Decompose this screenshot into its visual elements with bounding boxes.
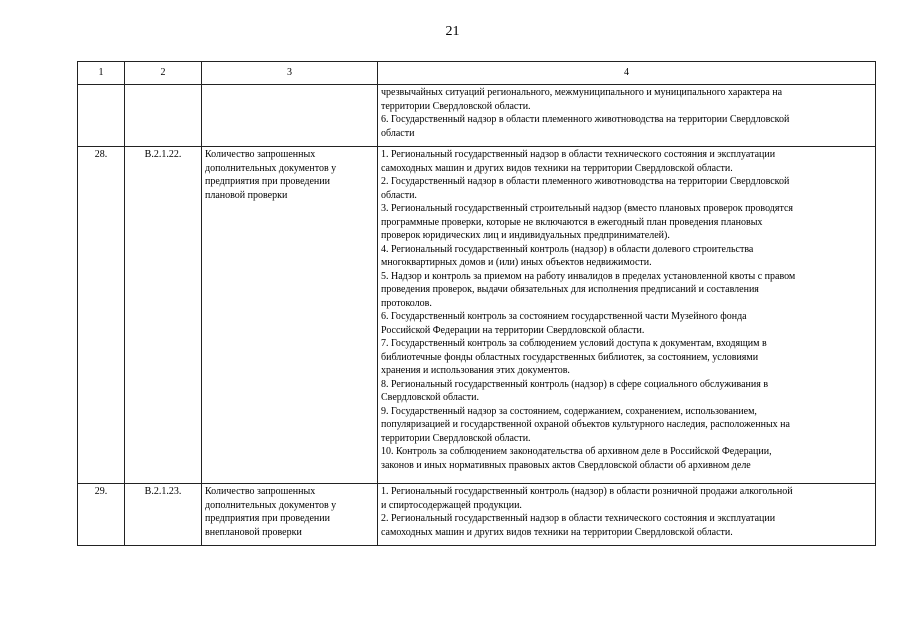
column-header-2: 2: [125, 62, 202, 85]
controls-cell: чрезвычайных ситуаций регионального, межмуниципального и муниципального характера на территории Свердловской области. 6. Государственный надзор в области племенного животноводства на территории Свердловской области: [378, 85, 876, 147]
table-row: [78, 484, 876, 546]
indicator-cell: Количество запрошенных дополнительных документов у предприятия при проведении плановой проверки: [202, 147, 378, 484]
regulatory-table: [77, 61, 876, 546]
indicator-cell: Количество запрошенных дополнительных документов у предприятия при проведении внеплановой проверки: [202, 484, 378, 546]
indicator-cell: [202, 85, 378, 147]
table-header-row: [78, 62, 876, 85]
table-row-continuation: [78, 85, 876, 147]
page-number: 21: [445, 24, 460, 39]
row-number-cell: 28.: [78, 147, 125, 484]
column-header-1: 1: [78, 62, 125, 85]
row-number-cell: 29.: [78, 484, 125, 546]
column-header-3: 3: [202, 62, 378, 85]
controls-cell: 1. Региональный государственный контроль (надзор) в области розничной продажи алкогольной и спиртосодержащей продукции. 2. Региональный государственный надзор в области технического состояния и эксплуатации самоходных машин и других видов техники на территории Свердловской области.: [378, 484, 876, 546]
controls-cell: 1. Региональный государственный надзор в области технического состояния и эксплуатации самоходных машин и других видов техники на территории Свердловской области. 2. Государственный надзор в области племенного животноводства на территории Свердловской области. 3. Региональный государственный строительный надзор (вместо плановых проверок проводятся программные проверки, которые не включаются в ежегодный план проведения плановых проверок юридических лиц и индивидуальных предпринимателей). 4. Региональный государственный контроль (надзор) в области долевого строительства многоквартирных домов и (или) иных объектов недвижимости. 5. Надзор и контроль за приемом на работу инвалидов в пределах установленной квоты с правом проведения проверок, выдачи обязательных для исполнения предписаний и составления протоколов. 6. Государственный контроль за состоянием государственной части Музейного фонда Российской Федерации на территории Свердловской области. 7. Государственный контроль за соблюдением условий доступа к документам, входящим в библиотечные фонды областных государственных библиотек, за состоянием, условиями хранения и использования этих документов. 8. Региональный государственный контроль (надзор) в сфере социального обслуживания в Свердловской области. 9. Государственный надзор за состоянием, содержанием, сохранением, использованием, популяризацией и государственной охраной объектов культурного наследия, расположенных на территории Свердловской области. 10. Контроль за соблюдением законодательства об архивном деле в Российской Федерации, законов и иных нормативных правовых актов Свердловской области об архивном деле: [378, 147, 876, 484]
table-row: [78, 147, 876, 484]
row-code-cell: [125, 85, 202, 147]
column-header-4: 4: [378, 62, 876, 85]
row-code-cell: В.2.1.22.: [125, 147, 202, 484]
row-code-cell: В.2.1.23.: [125, 484, 202, 546]
row-number-cell: [78, 85, 125, 147]
